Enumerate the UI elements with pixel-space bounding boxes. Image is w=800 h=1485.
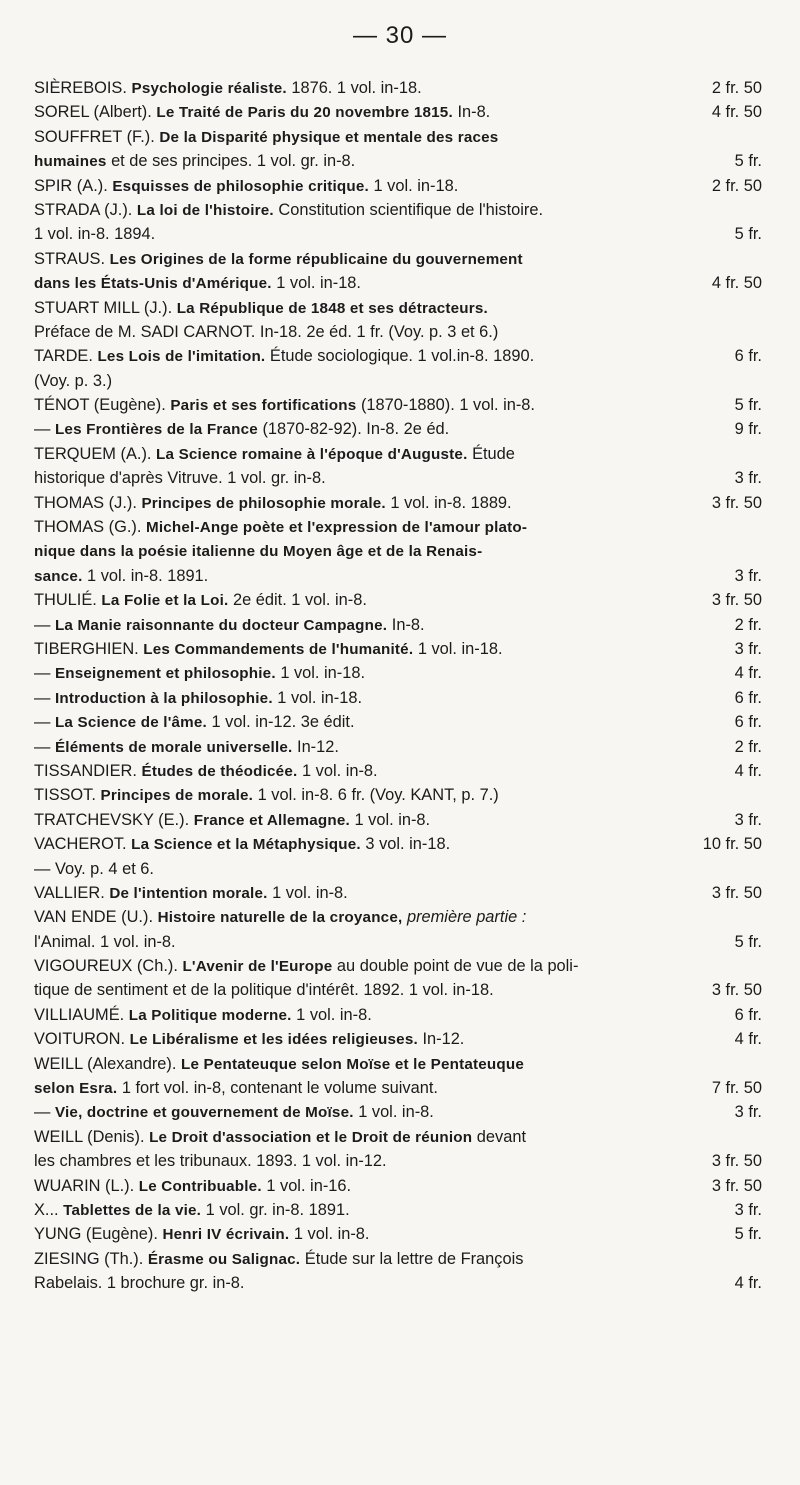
entry-line bbox=[34, 808, 762, 832]
entry-author: WEILL (Alexandre). bbox=[34, 1054, 177, 1073]
entry-details: 1 fort vol. in-8, contenant le volume suivant. bbox=[121, 1079, 438, 1098]
entry-title: L'Avenir de l'Europe bbox=[182, 958, 333, 976]
entry-title: Tablettes de la vie. bbox=[63, 1201, 202, 1219]
entry-title: La Politique moderne. bbox=[128, 1006, 292, 1024]
entry-author: VOITURON. bbox=[34, 1030, 126, 1049]
entry-details: In-8. bbox=[391, 615, 425, 634]
entry-line bbox=[34, 857, 762, 881]
entry-line bbox=[34, 393, 762, 417]
entry-line bbox=[34, 100, 762, 124]
entry-price: 3 fr. 50 bbox=[711, 493, 762, 512]
entry-author: — bbox=[34, 859, 51, 878]
entry-details: 1 vol. in-18. bbox=[280, 664, 366, 683]
entry-line bbox=[34, 783, 762, 807]
entry-title: La Science et la Métaphysique. bbox=[131, 836, 361, 854]
entry-line bbox=[34, 1174, 762, 1198]
entry-author: — bbox=[34, 615, 51, 634]
entry-title: Éléments de morale universelle. bbox=[54, 738, 293, 756]
entry-details: devant bbox=[476, 1127, 527, 1146]
entry-details: 1 vol. in-18. bbox=[277, 688, 363, 707]
entry-details: Étude sociologique. 1 vol.in-8. 1890. bbox=[269, 347, 535, 366]
entry-details: 1 vol. in-8. bbox=[293, 1225, 370, 1244]
entry-author: — bbox=[34, 420, 51, 439]
catalog-entry bbox=[34, 588, 762, 612]
entry-line bbox=[34, 466, 762, 490]
entry-price: 2 fr. bbox=[734, 737, 762, 756]
entry-title: La Folie et la Loi. bbox=[101, 592, 229, 610]
entry-author: VILLIAUMÉ. bbox=[34, 1005, 125, 1024]
entry-author: VALLIER. bbox=[34, 883, 105, 902]
catalog-entry bbox=[34, 125, 762, 174]
entry-details: In-12. bbox=[297, 737, 339, 756]
entry-price: 3 fr. 50 bbox=[711, 1152, 762, 1171]
entry-title: Les Origines de la forme républicaine du gouvernement bbox=[109, 250, 523, 268]
entry-line bbox=[34, 881, 762, 905]
entry-details: 1 vol. in-18. bbox=[417, 639, 503, 658]
entry-title: La Manie raisonnante du docteur Campagne. bbox=[54, 616, 388, 634]
entry-line bbox=[34, 759, 762, 783]
entry-author: TIBERGHIEN. bbox=[34, 639, 139, 658]
entry-price: 4 fr. 50 bbox=[711, 103, 762, 122]
entry-line bbox=[34, 1271, 762, 1295]
catalog-entry bbox=[34, 613, 762, 637]
entry-line bbox=[34, 1003, 762, 1027]
entry-author: SOREL (Albert). bbox=[34, 103, 152, 122]
entry-author: YUNG (Eugène). bbox=[34, 1225, 158, 1244]
entry-title: Érasme ou Salignac. bbox=[147, 1250, 301, 1268]
entry-details: et de ses principes. 1 vol. gr. in-8. bbox=[111, 152, 356, 171]
entry-line bbox=[34, 735, 762, 759]
entry-price: 6 fr. bbox=[734, 1005, 762, 1024]
entry-line bbox=[34, 905, 762, 929]
entry-line bbox=[34, 320, 762, 344]
entry-title: De l'intention morale. bbox=[109, 884, 268, 902]
entry-details: (1870-82-92). In-8. 2e éd. bbox=[262, 420, 450, 439]
entry-line bbox=[34, 1076, 762, 1100]
entry-details: Rabelais. 1 brochure gr. in-8. bbox=[34, 1274, 245, 1293]
entry-details: 1 vol. in-8. bbox=[301, 761, 378, 780]
catalog-entry bbox=[34, 832, 762, 856]
entry-details: 1876. 1 vol. in-18. bbox=[291, 79, 422, 97]
catalog-entry bbox=[34, 76, 762, 100]
catalog-entry bbox=[34, 247, 762, 296]
entry-details: 1 vol. in-8. bbox=[296, 1005, 372, 1024]
catalog-entry bbox=[34, 808, 762, 832]
entry-line bbox=[34, 247, 762, 271]
entry-title: selon Esra. bbox=[34, 1080, 118, 1098]
entry-details: In-12. bbox=[422, 1030, 465, 1049]
entry-price: 3 fr. bbox=[734, 810, 762, 829]
entry-price: 6 fr. bbox=[734, 713, 762, 732]
entry-author: WUARIN (L.). bbox=[34, 1176, 135, 1195]
entry-price: 2 fr. 50 bbox=[711, 176, 762, 195]
entry-author: TISSANDIER. bbox=[34, 761, 137, 780]
catalog-entry bbox=[34, 442, 762, 491]
entry-title: Henri IV écrivain. bbox=[162, 1226, 290, 1244]
entry-line bbox=[34, 271, 762, 295]
entry-title: Histoire naturelle de la croyance, bbox=[157, 909, 403, 927]
entry-price: 3 fr. 50 bbox=[711, 981, 762, 1000]
entry-details: 1 vol. in-8. 1891. bbox=[87, 566, 209, 585]
entry-line bbox=[34, 442, 762, 466]
entry-price: 3 fr. bbox=[734, 469, 762, 488]
entry-author: WEILL (Denis). bbox=[34, 1127, 145, 1146]
entry-price: 2 fr. 50 bbox=[711, 79, 762, 97]
entry-title: Introduction à la philosophie. bbox=[54, 689, 273, 707]
entry-author: TERQUEM (A.). bbox=[34, 444, 152, 463]
entry-line bbox=[34, 1198, 762, 1222]
catalog-entry bbox=[34, 710, 762, 734]
entry-price: 3 fr. bbox=[734, 1200, 762, 1219]
entry-line bbox=[34, 539, 762, 563]
entry-author: VAN ENDE (U.). bbox=[34, 908, 153, 927]
entry-price: 9 fr. bbox=[734, 420, 762, 439]
entry-line bbox=[34, 1100, 762, 1124]
catalog-entry bbox=[34, 1027, 762, 1051]
entry-line bbox=[34, 1149, 762, 1173]
entry-author: — bbox=[34, 737, 51, 756]
entry-details: 1 vol. in-8. bbox=[358, 1103, 434, 1122]
catalog-entry bbox=[34, 637, 762, 661]
entry-details: les chambres et les tribunaux. 1893. 1 vol. in-12. bbox=[34, 1152, 387, 1171]
entry-price: 4 fr. bbox=[734, 1274, 762, 1293]
catalog-list bbox=[34, 76, 762, 1296]
entry-title: Esquisses de philosophie critique. bbox=[112, 177, 369, 195]
entry-title: Le Droit d'association et le Droit de réunion bbox=[149, 1128, 473, 1146]
catalog-entry bbox=[34, 905, 762, 954]
catalog-entry bbox=[34, 393, 762, 417]
page-number: — 30 — bbox=[352, 22, 448, 49]
entry-line bbox=[34, 149, 762, 173]
entry-line bbox=[34, 686, 762, 710]
entry-title: Le Contribuable. bbox=[138, 1177, 262, 1195]
entry-details: tique de sentiment et de la politique d'intérêt. 1892. 1 vol. in-18. bbox=[34, 981, 494, 1000]
entry-price: 10 fr. 50 bbox=[702, 835, 762, 854]
catalog-entry bbox=[34, 1052, 762, 1101]
entry-line bbox=[34, 637, 762, 661]
entry-author: SOUFFRET (F.). bbox=[34, 127, 155, 146]
entry-title: Psychologie réaliste. bbox=[131, 80, 287, 97]
entry-author: THOMAS (G.). bbox=[34, 518, 142, 537]
catalog-entry bbox=[34, 783, 762, 807]
entry-details: 1 vol. in-8. bbox=[354, 810, 431, 829]
entry-price: 4 fr. bbox=[734, 1030, 762, 1049]
catalog-entry bbox=[34, 100, 762, 124]
entry-details: 1 vol. in-12. 3e édit. bbox=[211, 713, 355, 732]
entry-details: 2e édit. 1 vol. in-8. bbox=[232, 591, 367, 610]
entry-author: SPIR (A.). bbox=[34, 176, 108, 195]
entry-title: La République de 1848 et ses détracteurs. bbox=[176, 299, 488, 317]
entry-title: Principes de morale. bbox=[100, 787, 254, 805]
entry-author: ZIESING (Th.). bbox=[34, 1249, 144, 1268]
entry-title: Enseignement et philosophie. bbox=[54, 665, 276, 683]
entry-line bbox=[34, 1125, 762, 1149]
entry-line bbox=[34, 1027, 762, 1051]
entry-line bbox=[34, 930, 762, 954]
entry-author: TISSOT. bbox=[34, 786, 96, 805]
entry-title: De la Disparité physique et mentale des races bbox=[159, 128, 499, 146]
entry-line bbox=[34, 491, 762, 515]
entry-title: Le Traité de Paris du 20 novembre 1815. bbox=[156, 104, 453, 122]
entry-author: X... bbox=[34, 1200, 59, 1219]
entry-details: 1 vol. in-18. bbox=[373, 176, 459, 195]
entry-details: 1 vol. in-8. 6 fr. (Voy. KANT, p. 7.) bbox=[257, 786, 499, 805]
entry-price: 5 fr. bbox=[734, 225, 762, 244]
entry-author: — bbox=[34, 713, 51, 732]
entry-details: Préface de M. SADI CARNOT. In-18. 2e éd. 1 fr. (Voy. p. 3 et 6.) bbox=[34, 322, 499, 341]
entry-line bbox=[34, 710, 762, 734]
catalog-entry bbox=[34, 1003, 762, 1027]
entry-title: Les Frontières de la France bbox=[54, 421, 258, 439]
entry-line bbox=[34, 296, 762, 320]
entry-price: 3 fr. 50 bbox=[711, 1176, 762, 1195]
entry-title: sance. bbox=[34, 567, 83, 585]
entry-author: STRAUS. bbox=[34, 249, 106, 268]
entry-details: 1 vol. gr. in-8. 1891. bbox=[205, 1200, 350, 1219]
entry-details: au double point de vue de la poli- bbox=[336, 957, 579, 976]
entry-details: l'Animal. 1 vol. in-8. bbox=[34, 932, 176, 951]
entry-price: 7 fr. 50 bbox=[711, 1079, 762, 1098]
entry-title: La Science de l'âme. bbox=[54, 714, 207, 732]
entry-price: 4 fr. 50 bbox=[711, 274, 762, 293]
entry-line bbox=[34, 832, 762, 856]
entry-price: 5 fr. bbox=[734, 152, 762, 171]
catalog-entry bbox=[34, 344, 762, 393]
entry-price: 3 fr. 50 bbox=[711, 591, 762, 610]
entry-title: Principes de philosophie morale. bbox=[141, 494, 386, 512]
entry-line bbox=[34, 344, 762, 368]
entry-details: (1870-1880). 1 vol. in-8. bbox=[360, 396, 535, 415]
entry-author: TÉNOT (Eugène). bbox=[34, 396, 166, 415]
entry-title: nique dans la poésie italienne du Moyen âge et de la Renais- bbox=[34, 543, 483, 561]
entry-line bbox=[34, 1052, 762, 1076]
catalog-entry bbox=[34, 1198, 762, 1222]
entry-title: Le Pentateuque selon Moïse et le Pentateuque bbox=[180, 1055, 524, 1073]
catalog-entry bbox=[34, 954, 762, 1003]
catalog-entry bbox=[34, 1125, 762, 1174]
catalog-entry bbox=[34, 1222, 762, 1246]
entry-line bbox=[34, 564, 762, 588]
entry-title: dans les États-Unis d'Amérique. bbox=[34, 275, 272, 293]
entry-price: 5 fr. bbox=[734, 932, 762, 951]
entry-line bbox=[34, 1222, 762, 1246]
entry-author: — bbox=[34, 1103, 51, 1122]
entry-price: 6 fr. bbox=[734, 347, 762, 366]
entry-price: 3 fr. bbox=[734, 639, 762, 658]
entry-title: humaines bbox=[34, 153, 107, 171]
entry-italic: première partie : bbox=[406, 908, 527, 927]
entry-author: STRADA (J.). bbox=[34, 200, 133, 219]
entry-details: 1 vol. in-18. bbox=[276, 274, 361, 293]
catalog-entry bbox=[34, 857, 762, 881]
entry-details: 1 vol. in-8. bbox=[272, 883, 348, 902]
catalog-entry bbox=[34, 417, 762, 441]
entry-line bbox=[34, 661, 762, 685]
entry-price: 6 fr. bbox=[734, 688, 762, 707]
entry-author: VACHEROT. bbox=[34, 835, 127, 854]
entry-details: 1 vol. in-8. 1889. bbox=[390, 493, 512, 512]
catalog-entry bbox=[34, 1247, 762, 1296]
entry-author: TRATCHEVSKY (E.). bbox=[34, 810, 190, 829]
entry-price: 4 fr. bbox=[734, 761, 762, 780]
entry-price: 5 fr. bbox=[734, 1225, 762, 1244]
entry-line bbox=[34, 125, 762, 149]
entry-details: (Voy. p. 3.) bbox=[34, 371, 113, 390]
entry-title: La Science romaine à l'époque d'Auguste. bbox=[156, 445, 468, 463]
catalog-entry bbox=[34, 1100, 762, 1124]
entry-price: 2 fr. bbox=[734, 615, 762, 634]
entry-line bbox=[34, 417, 762, 441]
catalog-entry bbox=[34, 174, 762, 198]
catalog-entry bbox=[34, 198, 762, 247]
entry-title: Études de théodicée. bbox=[141, 762, 298, 780]
entry-details: Voy. p. 4 et 6. bbox=[54, 859, 154, 878]
catalog-entry bbox=[34, 735, 762, 759]
entry-line bbox=[34, 613, 762, 637]
entry-details: 3 vol. in-18. bbox=[365, 835, 451, 854]
entry-title: Le Libéralisme et les idées religieuses. bbox=[129, 1031, 418, 1049]
entry-line bbox=[34, 1247, 762, 1271]
entry-author: TARDE. bbox=[34, 347, 93, 366]
entry-line bbox=[34, 515, 762, 539]
catalog-entry bbox=[34, 491, 762, 515]
entry-price: 3 fr. bbox=[734, 1103, 762, 1122]
entry-title: Michel-Ange poète et l'expression de l'amour plato- bbox=[146, 519, 528, 537]
catalog-entry bbox=[34, 661, 762, 685]
entry-line bbox=[34, 198, 762, 222]
entry-line bbox=[34, 954, 762, 978]
entry-line bbox=[34, 369, 762, 393]
catalog-entry bbox=[34, 515, 762, 588]
entry-author: THULIÉ. bbox=[34, 591, 97, 610]
entry-price: 5 fr. bbox=[734, 396, 762, 415]
entry-title: Les Commandements de l'humanité. bbox=[143, 640, 414, 658]
entry-line bbox=[34, 588, 762, 612]
entry-title: France et Allemagne. bbox=[193, 811, 350, 829]
entry-details: Étude bbox=[472, 444, 515, 463]
entry-title: Vie, doctrine et gouvernement de Moïse. bbox=[54, 1104, 354, 1122]
entry-price: 3 fr. bbox=[734, 566, 762, 585]
entry-line bbox=[34, 222, 762, 246]
entry-details: In-8. bbox=[457, 103, 491, 122]
entry-price: 3 fr. 50 bbox=[711, 883, 762, 902]
entry-author: THOMAS (J.). bbox=[34, 493, 137, 512]
entry-details: 1 vol. in-8. 1894. bbox=[34, 225, 156, 244]
entry-author: — bbox=[34, 688, 51, 707]
entry-title: La loi de l'histoire. bbox=[136, 201, 274, 219]
entry-price: 4 fr. bbox=[734, 664, 762, 683]
entry-details: Constitution scientifique de l'histoire. bbox=[278, 200, 544, 219]
entry-line bbox=[34, 978, 762, 1002]
entry-details: historique d'après Vitruve. 1 vol. gr. in-8. bbox=[34, 469, 326, 488]
entry-title: Les Lois de l'imitation. bbox=[97, 348, 266, 366]
catalog-entry bbox=[34, 296, 762, 345]
catalog-entry bbox=[34, 881, 762, 905]
entry-details: Étude sur la lettre de François bbox=[304, 1249, 524, 1268]
entry-line bbox=[34, 76, 762, 100]
catalog-entry bbox=[34, 686, 762, 710]
catalog-entry bbox=[34, 759, 762, 783]
entry-details: 1 vol. in-16. bbox=[266, 1176, 352, 1195]
entry-author: STUART MILL (J.). bbox=[34, 298, 173, 317]
catalog-entry bbox=[34, 1174, 762, 1198]
entry-author: VIGOUREUX (Ch.). bbox=[34, 957, 178, 976]
entry-line bbox=[34, 174, 762, 198]
entry-author: — bbox=[34, 664, 51, 683]
entry-title: Paris et ses fortifications bbox=[170, 397, 357, 415]
entry-author: SIÈREBOIS. bbox=[34, 79, 127, 97]
